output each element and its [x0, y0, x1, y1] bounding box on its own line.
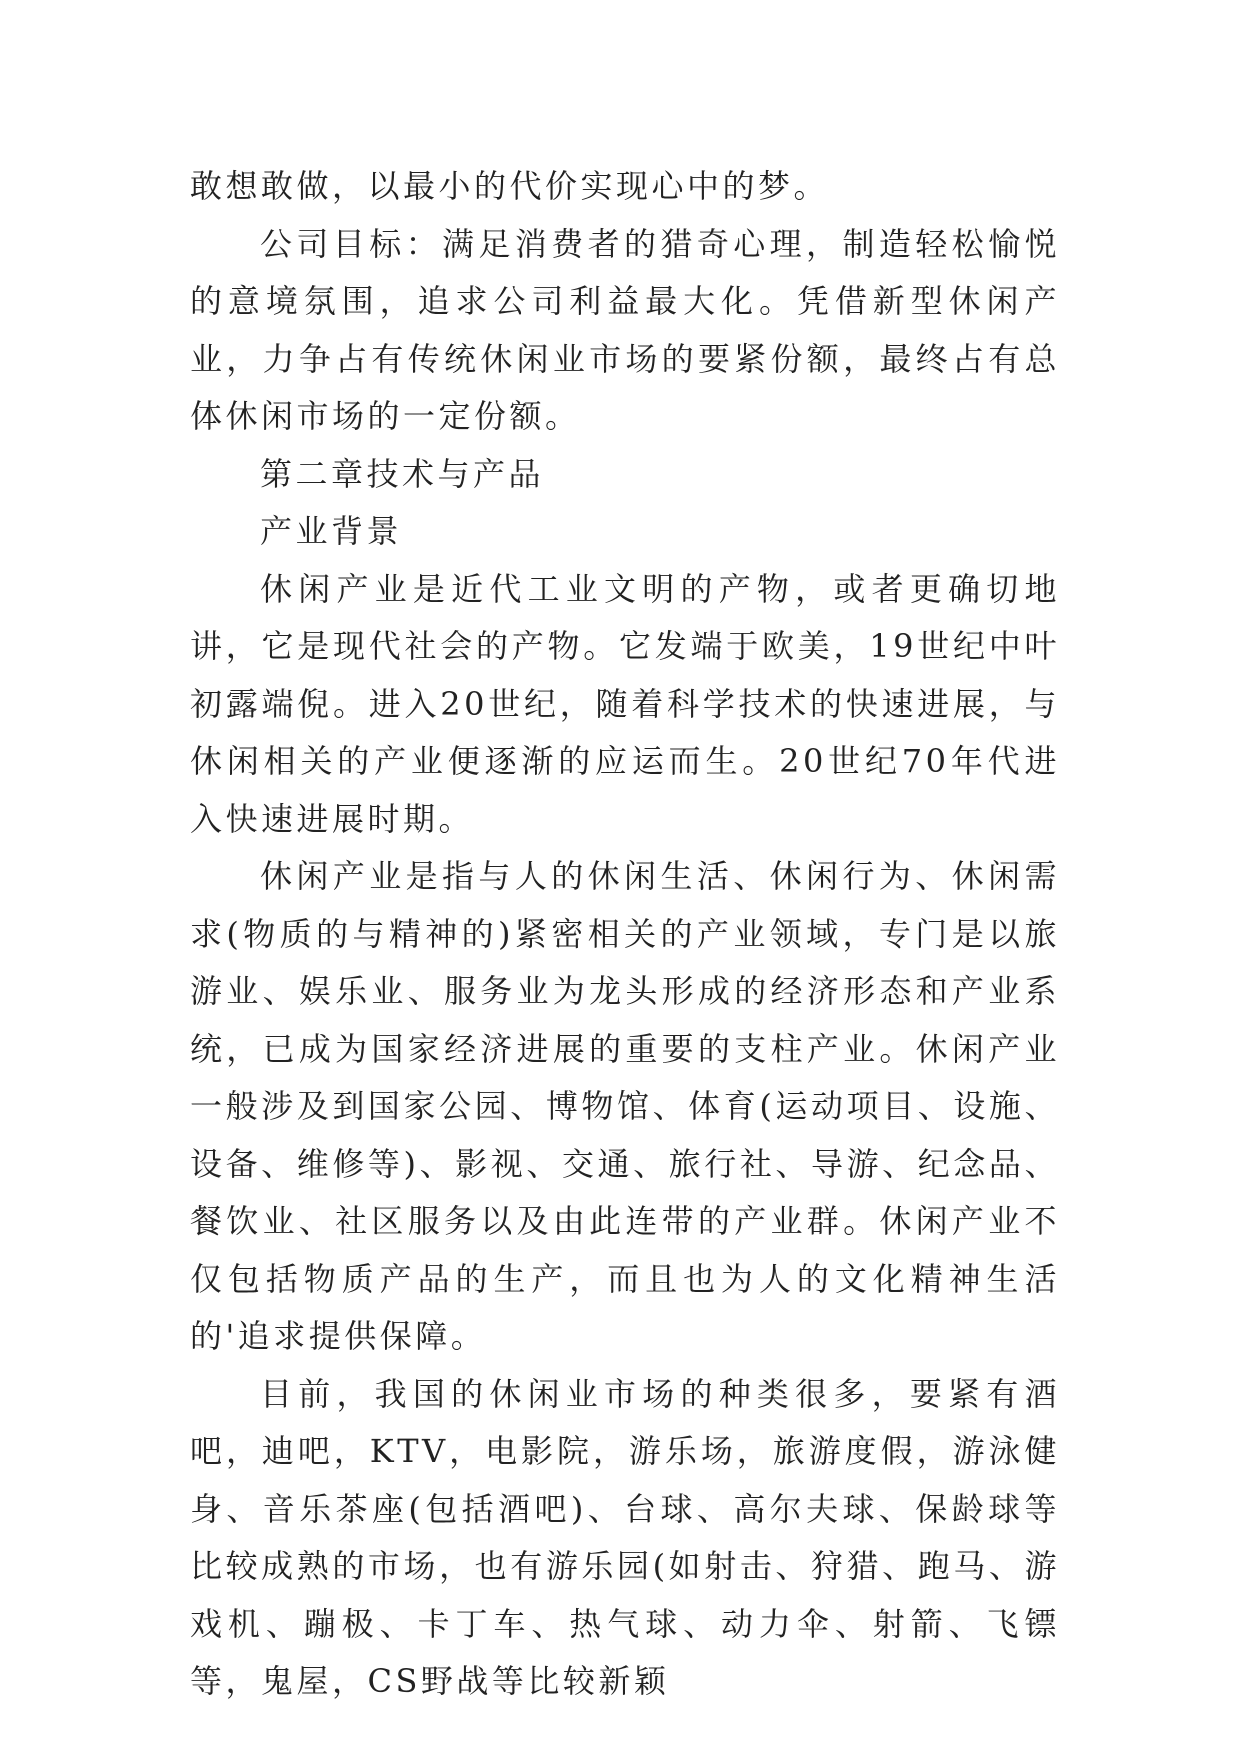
section-heading: 产业背景	[260, 512, 403, 550]
document-page	[190, 158, 1060, 1711]
paragraph-5: 休闲产业是近代工业文明的产物，或者更确切地讲，它是现代社会的产物。它发端于欧美，19世纪中叶初露端倪。进入20世纪，随着科学技术的快速进展，与休闲相关的产业便逐渐的应运而生。20世纪70年代进入快速进展时期。	[190, 569, 1060, 838]
paragraph-7: 目前，我国的休闲业市场的种类很多，要紧有酒吧，迪吧，KTV，电影院，游乐场，旅游度假，游泳健身、音乐茶座(包括酒吧)、台球、高尔夫球、保龄球等比较成熟的市场，也有游乐园(如射击、狩猎、跑马、游戏机、蹦极、卡丁车、热气球、动力伞、射箭、飞镖等，鬼屋，CS野战等比较新颖	[190, 1374, 1060, 1700]
chapter-heading: 第二章技术与产品	[260, 454, 545, 493]
paragraph-2: 公司目标：满足消费者的猎奇心理，制造轻松愉悦的意境氛围，追求公司利益最大化。凭借新型休闲产业，力争占有传统休闲业市场的要紧份额，最终占有总体休闲市场的一定份额。	[190, 224, 1060, 435]
paragraph-6: 休闲产业是指与人的休闲生活、休闲行为、休闲需求(物质的与精神的)紧密相关的产业领域，专门是以旅游业、娱乐业、服务业为龙头形成的经济形态和产业系统，已成为国家经济进展的重要的支柱产业。休闲产业一般涉及到国家公园、博物馆、体育(运动项目、设施、设备、维修等)、影视、交通、旅行社、导游、纪念品、餐饮业、社区服务以及由此连带的产业群。休闲产业不仅包括物质产品的生产，而且也为人的文化精神生活的'追求提供保障。	[190, 857, 1060, 1355]
paragraph-1: 敢想敢做，以最小的代价实现心中的梦。	[190, 167, 830, 205]
